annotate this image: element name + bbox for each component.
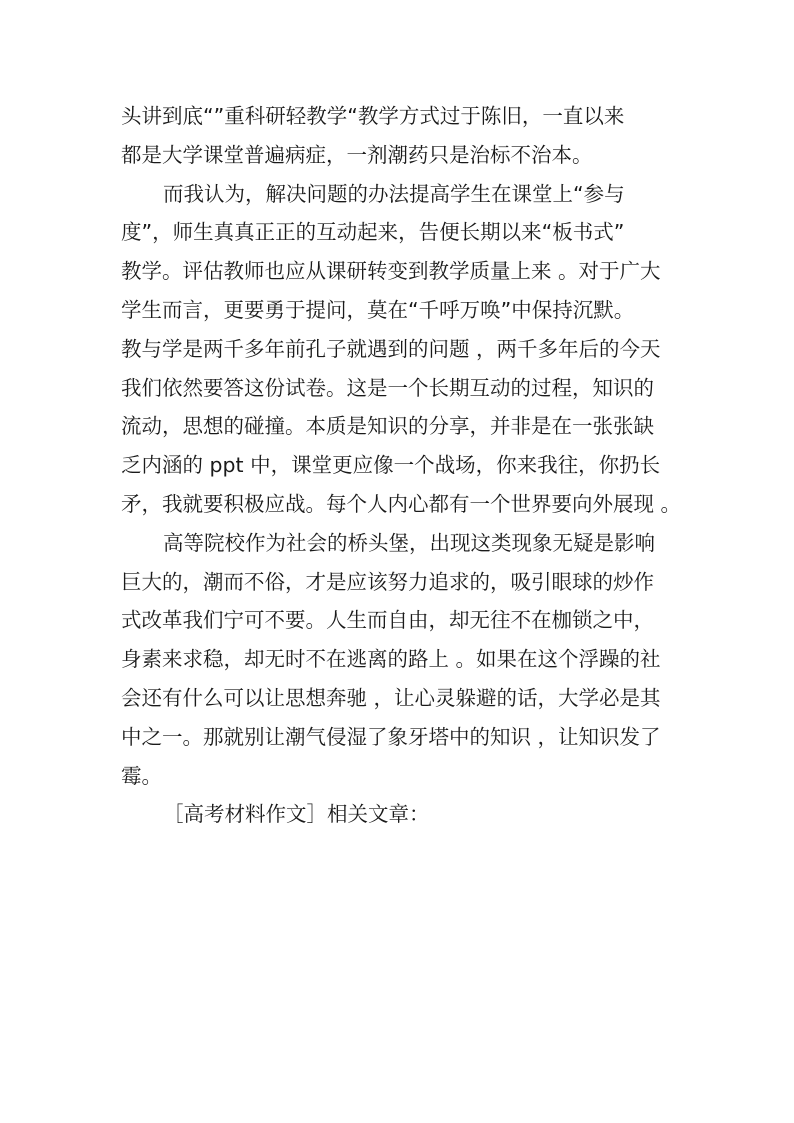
text-line-15: 身素来求稳，却无时不在逃离的路上 。如果在这个浮躁的社 xyxy=(121,647,661,672)
text-line-5: 教学。评估教师也应从课研转变到教学质量上来 。对于广大 xyxy=(121,259,661,284)
text-line-7: 教与学是两千多年前孔子就遇到的问题 ，两千多年后的今天 xyxy=(121,336,661,361)
text-line-11: 矛，我就要积极应战。每个人内心都有一个世界要向外展现 。 xyxy=(121,491,682,516)
text-line-13: 巨大的，潮而不俗，才是应该努力追求的，吸引眼球的炒作 xyxy=(121,569,654,594)
text-line-9: 流动，思想的碰撞。本质是知识的分享，并非是在一张张缺 xyxy=(121,414,654,439)
text-line-18: 霉。 xyxy=(121,763,162,788)
document-body xyxy=(121,97,681,834)
text-line-10: 乏内涵的 ppt 中，课堂更应像一个战场，你来我往，你扔长 xyxy=(121,453,661,478)
related-articles-heading: ［高考材料作文］相关文章： xyxy=(163,802,430,827)
text-line-3: 而我认为，解决问题的办法提高学生在课堂上“参与 xyxy=(163,181,625,206)
text-line-1: 头讲到底“”重科研轻教学“教学方式过于陈旧，一直以来 xyxy=(121,104,625,128)
text-line-17: 中之一。那就别让潮气侵湿了象牙塔中的知识 ，让知识发了 xyxy=(121,724,661,749)
text-line-4: 度”，师生真真正正的互动起来，告便长期以来“板书式” xyxy=(121,220,625,245)
text-line-16: 会还有什么可以让思想奔驰 ，让心灵躲避的话，大学必是其 xyxy=(121,685,661,710)
text-line-2: 都是大学课堂普遍病症，一剂潮药只是治标不治本。 xyxy=(121,142,593,167)
text-line-14: 式改革我们宁可不要。人生而自由，却无往不在枷锁之中， xyxy=(121,608,654,633)
text-line-8: 我们依然要答这份试卷。这是一个长期互动的过程，知识的 xyxy=(121,375,654,400)
text-line-6: 学生而言，更要勇于提问，莫在“千呼万唤”中保持沉默。 xyxy=(121,297,635,322)
text-line-12: 高等院校作为社会的桥头堡，出现这类现象无疑是影响 xyxy=(163,530,655,555)
